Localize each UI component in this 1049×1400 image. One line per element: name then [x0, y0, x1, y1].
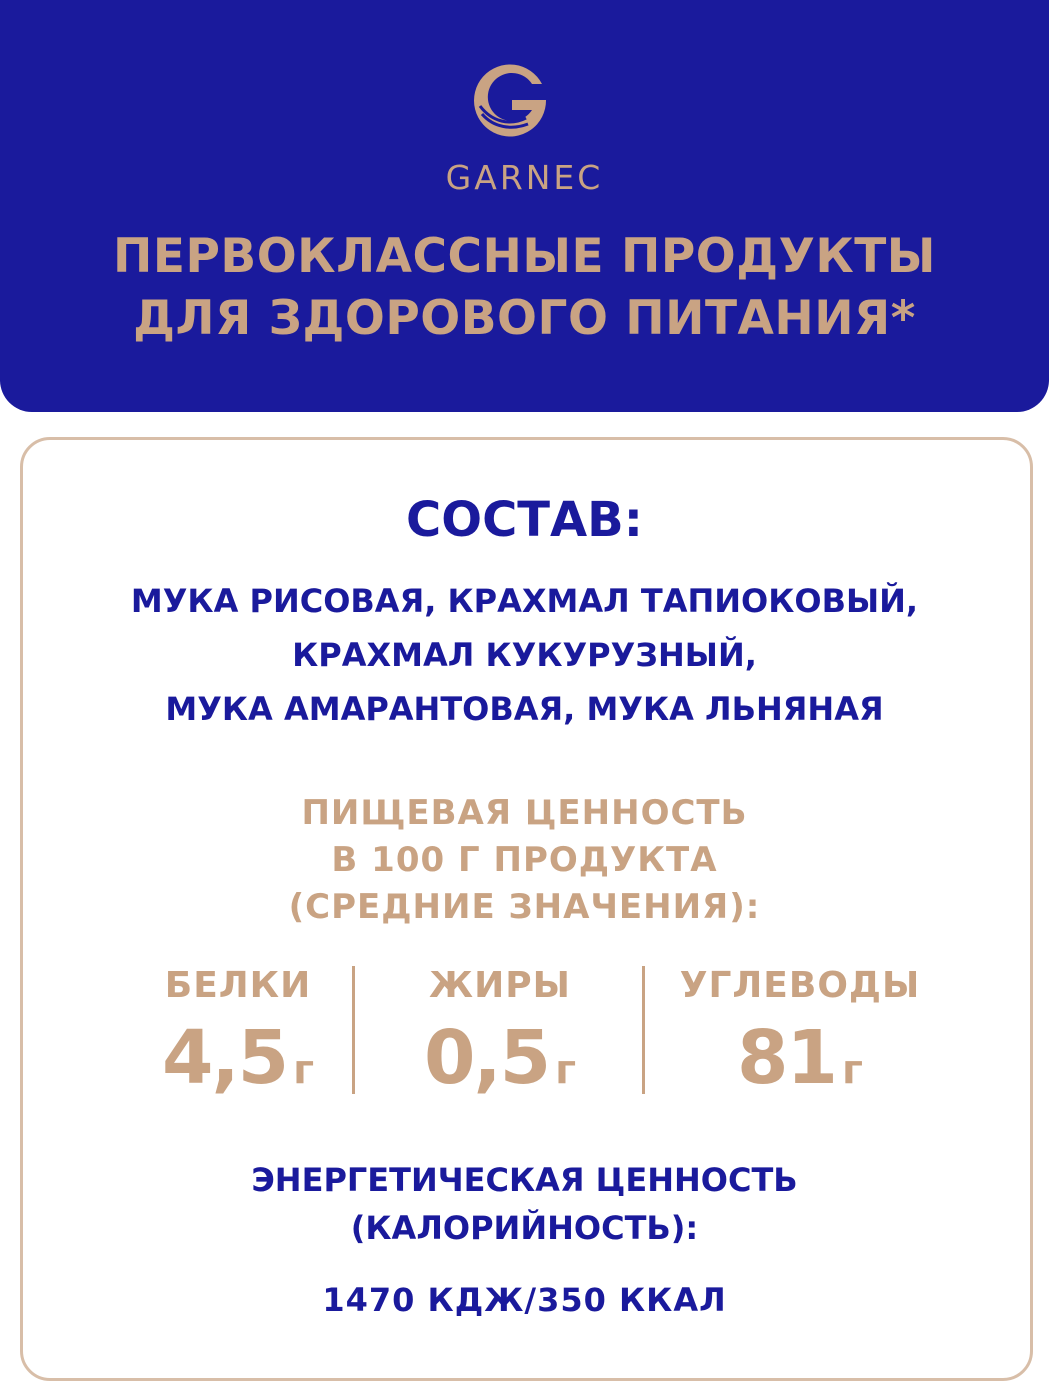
nutrient-unit: г — [842, 1047, 863, 1093]
nutrient-value: 81 — [737, 1015, 837, 1101]
nutrient-label: УГЛЕВОДЫ — [679, 965, 921, 1006]
tagline — [0, 226, 1049, 350]
nutrition-title-line: (СРЕДНИЕ ЗНАЧЕНИЯ): — [288, 887, 761, 927]
nutrient-amount — [660, 1015, 940, 1118]
energy-value: 1470 КДЖ/350 ККАЛ — [322, 1281, 727, 1319]
nutrient-unit: г — [555, 1047, 576, 1093]
header-banner — [0, 0, 1049, 412]
nutrition-title-line: В 100 Г ПРОДУКТА — [331, 840, 718, 880]
divider — [642, 966, 645, 1094]
nutrient-label: БЕЛКИ — [164, 965, 312, 1006]
tagline-line: ДЛЯ ЗДОРОВОГО ПИТАНИЯ* — [133, 291, 916, 346]
nutrient-amount — [138, 1015, 338, 1118]
nutrient-unit: г — [293, 1047, 314, 1093]
energy-title-line: ЭНЕРГЕТИЧЕСКАЯ ЦЕННОСТЬ — [251, 1161, 798, 1199]
composition-line: КРАХМАЛ КУКУРУЗНЫЙ, — [292, 636, 757, 674]
nutrient-protein — [138, 962, 338, 1118]
brand-name: GARNEC — [445, 158, 604, 197]
nutrient-fat — [395, 962, 605, 1118]
nutrition-title — [0, 790, 1049, 931]
garnec-logo-icon — [466, 54, 554, 142]
nutrient-carbs — [660, 962, 940, 1118]
nutrient-value: 0,5 — [424, 1015, 550, 1101]
composition-line: МУКА РИСОВАЯ, КРАХМАЛ ТАПИОКОВЫЙ, — [130, 582, 919, 620]
composition-text — [0, 574, 1049, 736]
composition-title: СОСТАВ: — [406, 492, 643, 548]
nutrient-value: 4,5 — [162, 1015, 288, 1101]
divider — [352, 966, 355, 1094]
energy-title — [0, 1156, 1049, 1252]
composition-line: МУКА АМАРАНТОВАЯ, МУКА ЛЬНЯНАЯ — [165, 690, 884, 728]
tagline-line: ПЕРВОКЛАССНЫЕ ПРОДУКТЫ — [113, 229, 936, 284]
nutrition-title-line: ПИЩЕВАЯ ЦЕННОСТЬ — [301, 793, 748, 833]
nutrient-amount — [395, 1015, 605, 1118]
nutrient-label: ЖИРЫ — [429, 965, 571, 1006]
energy-title-line: (КАЛОРИЙНОСТЬ): — [350, 1209, 699, 1247]
